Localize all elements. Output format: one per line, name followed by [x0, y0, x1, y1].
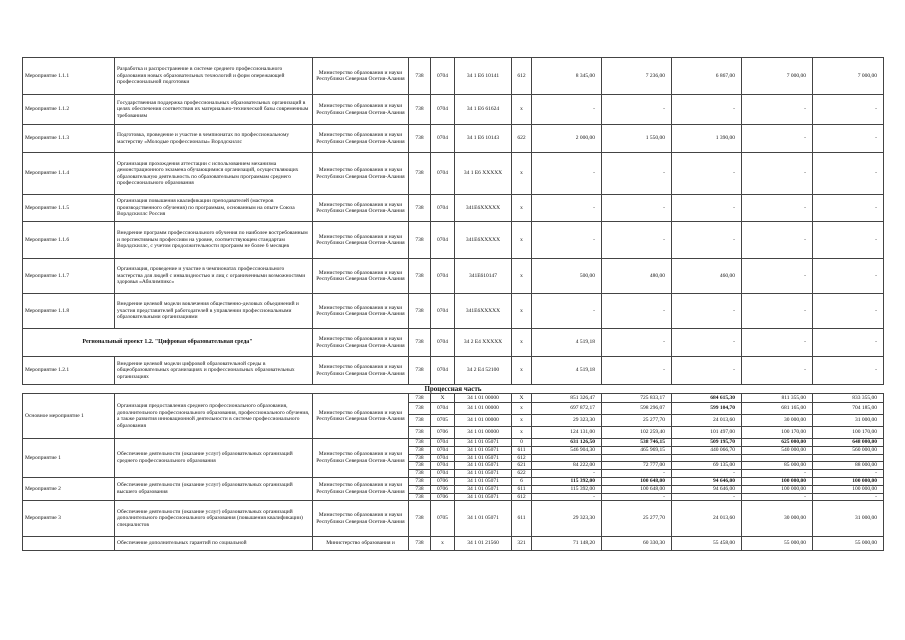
amount-v1: 697 872,17 [532, 403, 602, 415]
amount-v4: - [742, 153, 813, 195]
section-code: 0704 [431, 195, 455, 222]
amount-v1: 29 323,30 [532, 415, 602, 427]
target-article-code: 341E6XXXXX [455, 222, 512, 259]
grbs-code: 738 [409, 537, 431, 551]
amount-v5: - [813, 493, 884, 501]
amount-v3: - [672, 95, 742, 125]
responsible-org: Министерство образования и науки Республики Северная Осетия-Алания [313, 294, 409, 329]
activity-name [23, 537, 115, 551]
amount-v3: - [672, 153, 742, 195]
main-activity-description: Организация предоставления среднего профессионального образования, дополнительного профессионального образования, профессионального обучения, а также развития инновационной деятельности в системе профессионального образования [115, 394, 313, 439]
amount-v2: - [602, 195, 672, 222]
target-article-code: 34 1 E6 XXXXX [455, 153, 512, 195]
activity-name: Мероприятие 1.1.6 [23, 222, 115, 259]
activity-description: Подготовка, проведение и участие в чемпионатах по профессиональному мастерству «Молодые профессионалы» Ворлдскиллс [115, 125, 313, 153]
project-title: Региональный проект 1.2. "Цифровая образовательная среда" [23, 329, 313, 357]
activity-name: Мероприятие 1.1.7 [23, 259, 115, 294]
activity-name: Мероприятие 1.1.8 [23, 294, 115, 329]
expense-type-code: Х [512, 394, 532, 403]
amount-v3: - [672, 470, 742, 478]
amount-v2: - [602, 222, 672, 259]
grbs-code: 738 [409, 454, 431, 462]
amount-v4: - [742, 195, 813, 222]
target-article-code: 34 1 01 00000 [455, 415, 512, 427]
amount-v4 [742, 454, 813, 462]
amount-v2 [602, 454, 672, 462]
activity-description: Организация прохождения аттестации с использованием механизма демонстрационного экзамена обучающимися организаций, осуществляющих образовательную деятельность по образовательным программам среднего профессионального образования [115, 153, 313, 195]
table-row [23, 394, 884, 403]
amount-v3: - [672, 195, 742, 222]
amount-v2: 7 236,00 [602, 58, 672, 95]
expense-type-code: 622 [512, 470, 532, 478]
amount-v2: - [602, 95, 672, 125]
amount-v5 [813, 454, 884, 462]
grbs-code: 738 [409, 222, 431, 259]
responsible-org: Министерство образования и науки Республики Северная Осетия-Алания [313, 439, 409, 478]
expense-type-code: 611 [512, 485, 532, 493]
amount-v1: - [532, 95, 602, 125]
target-article-code: 34 1 01 05071 [455, 470, 512, 478]
expense-type-code: х [512, 153, 532, 195]
expense-type-code: х [512, 222, 532, 259]
amount-v3 [672, 454, 742, 462]
amount-v5: - [813, 195, 884, 222]
expense-type-code: 321 [512, 537, 532, 551]
responsible-org: Министерство образования и науки Республики Северная Осетия-Алания [313, 95, 409, 125]
target-article-code: 34 1 01 00000 [455, 427, 512, 439]
section-code: 0704 [431, 470, 455, 478]
activity-name: Мероприятие 1.1.5 [23, 195, 115, 222]
amount-v3: 599 104,70 [672, 403, 742, 415]
activity-description: Организация, проведение и участие в чемпионатах профессионального мастерства для людей с инвалидностью и лиц с ограниченными возможностями здоровья «Абилимпикс» [115, 259, 313, 294]
grbs-code: 738 [409, 357, 431, 385]
activity-description: Внедрение программ профессионального обучения по наиболее востребованным и перспективным профессиям на уровне, соответствующем стандартам Ворлдскиллс, с учетом продолжительности программ не более 6 месяцев [115, 222, 313, 259]
expense-type-code: х [512, 259, 532, 294]
responsible-org: Министерство образования и науки Республики Северная Осетия-Алания [313, 195, 409, 222]
amount-v2: 100 648,00 [602, 477, 672, 485]
section-code: 0704 [431, 329, 455, 357]
activity-name: Мероприятие 1.1.3 [23, 125, 115, 153]
activity-description: Организация повышения квалификации преподавателей (мастеров производственного обучения) по программам, основанным на опыте Союза Ворлдскиллс Россия [115, 195, 313, 222]
target-article-code: 34 1 01 00000 [455, 394, 512, 403]
responsible-org: Министерство образования и науки Республики Северная Осетия-Алания [313, 58, 409, 95]
expense-type-code: 0 [512, 439, 532, 447]
section-code: 0704 [431, 462, 455, 470]
responsible-org: Министерство образования и [313, 537, 409, 551]
responsible-org: Министерство образования и науки Республики Северная Осетия-Алания [313, 153, 409, 195]
grbs-code: 738 [409, 294, 431, 329]
target-article-code: 34 2 E4 52100 [455, 357, 512, 385]
target-article-code: 34 1 E6 10141 [455, 58, 512, 95]
amount-v5: 31 000,00 [813, 415, 884, 427]
target-article-code: 34 2 E4 XXXXX [455, 329, 512, 357]
grbs-code: 738 [409, 394, 431, 403]
amount-v2: 102 259,40 [602, 427, 672, 439]
amount-v4: 540 000,00 [742, 446, 813, 454]
grbs-code: 738 [409, 403, 431, 415]
section-row [23, 385, 884, 394]
amount-v5: - [813, 329, 884, 357]
section-title: Процессная часть [23, 385, 884, 394]
amount-v3: - [672, 294, 742, 329]
amount-v3: 684 615,30 [672, 394, 742, 403]
section-code: 0704 [431, 222, 455, 259]
amount-v3: 24 013,60 [672, 415, 742, 427]
amount-v5: - [813, 470, 884, 478]
activity-name: Мероприятие 1.1.2 [23, 95, 115, 125]
amount-v5: 55 000,00 [813, 537, 884, 551]
amount-v3: 440 066,70 [672, 446, 742, 454]
expense-type-code: 612 [512, 454, 532, 462]
amount-v2: 598 296,07 [602, 403, 672, 415]
amount-v2: - [602, 153, 672, 195]
activity-description: Разработка и распространение в системе среднего профессионального образования новых образовательных технологий и форм опережающей профессиональной подготовки [115, 58, 313, 95]
amount-v5: - [813, 95, 884, 125]
activity-description: Обеспечение деятельности (оказание услуг) образовательных организаций высшего образования [115, 477, 313, 501]
amount-v3: 6 867,00 [672, 58, 742, 95]
amount-v5: - [813, 259, 884, 294]
activity-description: Обеспечение деятельности (оказание услуг) образовательных организаций дополнительного профессионального образования (повышения квалификации) специалистов [115, 501, 313, 537]
section-code: х [431, 537, 455, 551]
activity-name: Мероприятие 1 [23, 439, 115, 478]
amount-v2: 725 833,17 [602, 394, 672, 403]
amount-v2: 1 550,00 [602, 125, 672, 153]
budget-table [22, 57, 884, 551]
expense-type-code: х [512, 357, 532, 385]
target-article-code: 34 1 01 05071 [455, 493, 512, 501]
amount-v5: 648 000,00 [813, 439, 884, 447]
expense-type-code: 621 [512, 462, 532, 470]
amount-v2: - [602, 329, 672, 357]
target-article-code: 341E6XXXXX [455, 195, 512, 222]
amount-v2: 465 969,15 [602, 446, 672, 454]
grbs-code: 738 [409, 439, 431, 447]
amount-v3: 460,00 [672, 259, 742, 294]
table-row [23, 259, 884, 294]
amount-v1: 124 131,00 [532, 427, 602, 439]
activity-description: Обеспечение дополнительных гарантий по социальной [115, 537, 313, 551]
table-row [23, 195, 884, 222]
amount-v1: - [532, 153, 602, 195]
table-row [23, 222, 884, 259]
table-row [23, 294, 884, 329]
target-article-code: 34 1 01 21560 [455, 537, 512, 551]
grbs-code: 738 [409, 195, 431, 222]
amount-v1: 115 392,00 [532, 477, 602, 485]
table-row [23, 501, 884, 537]
grbs-code: 738 [409, 125, 431, 153]
amount-v4: - [742, 95, 813, 125]
grbs-code: 738 [409, 427, 431, 439]
responsible-org: Министерство образования и науки Республики Северная Осетия-Алания [313, 501, 409, 537]
amount-v2: 480,00 [602, 259, 672, 294]
amount-v4: - [742, 493, 813, 501]
expense-type-code: 611 [512, 501, 532, 537]
amount-v5: 704 185,00 [813, 403, 884, 415]
target-article-code: 34 1 01 05071 [455, 462, 512, 470]
table-row [23, 357, 884, 385]
section-code: 0704 [431, 153, 455, 195]
activity-name: Мероприятие 1.2.1 [23, 357, 115, 385]
amount-v4: 811 355,00 [742, 394, 813, 403]
section-code: 0705 [431, 501, 455, 537]
amount-v4: 625 000,00 [742, 439, 813, 447]
activity-description: Внедрение целевой модели цифровой образовательной среды в общеобразовательных организациях и профессиональных образовательных организациях [115, 357, 313, 385]
target-article-code: 34 1 01 05071 [455, 454, 512, 462]
amount-v1: 8 345,00 [532, 58, 602, 95]
section-code: 0706 [431, 493, 455, 501]
section-code: 0704 [431, 259, 455, 294]
amount-v2: 60 330,30 [602, 537, 672, 551]
amount-v1: 115 392,00 [532, 485, 602, 493]
amount-v1: - [532, 470, 602, 478]
section-code: 0706 [431, 477, 455, 485]
project-row [23, 329, 884, 357]
activity-name: Мероприятие 2 [23, 477, 115, 501]
amount-v4: 100 000,00 [742, 485, 813, 493]
amount-v5: - [813, 153, 884, 195]
section-code: 0704 [431, 357, 455, 385]
amount-v5: - [813, 357, 884, 385]
amount-v2: 100 648,00 [602, 485, 672, 493]
section-code: 0704 [431, 58, 455, 95]
amount-v5: - [813, 294, 884, 329]
amount-v4: - [742, 259, 813, 294]
amount-v3: 1 390,00 [672, 125, 742, 153]
target-article-code: 34 1 01 00000 [455, 403, 512, 415]
amount-v3: 94 646,00 [672, 485, 742, 493]
expense-type-code: х [512, 95, 532, 125]
expense-type-code: х [512, 427, 532, 439]
target-article-code: 34 1 01 05071 [455, 477, 512, 485]
amount-v4: - [742, 357, 813, 385]
amount-v5: 560 000,00 [813, 446, 884, 454]
table-row [23, 58, 884, 95]
section-code: 0706 [431, 485, 455, 493]
expense-type-code: х [512, 329, 532, 357]
amount-v5: 100 170,00 [813, 427, 884, 439]
table-row [23, 537, 884, 551]
amount-v3: - [672, 222, 742, 259]
section-code: 0704 [431, 125, 455, 153]
expense-type-code: 611 [512, 446, 532, 454]
responsible-org: Министерство образования и науки Республики Северная Осетия-Алания [313, 222, 409, 259]
grbs-code: 738 [409, 446, 431, 454]
target-article-code: 34 1 E6 61624 [455, 95, 512, 125]
target-article-code: 34 1 E6 10143 [455, 125, 512, 153]
amount-v1: - [532, 195, 602, 222]
amount-v1: 71 148,20 [532, 537, 602, 551]
amount-v4: 30 000,00 [742, 501, 813, 537]
activity-name: Мероприятие 1.1.4 [23, 153, 115, 195]
amount-v5: 833 355,00 [813, 394, 884, 403]
amount-v3: 101 497,00 [672, 427, 742, 439]
amount-v4: 100 000,00 [742, 477, 813, 485]
amount-v1: 4 519,18 [532, 329, 602, 357]
activity-description: Государственная поддержка профессиональных образовательных организаций в целях обеспечения соответствия их материально-технической базы современным требованиям [115, 95, 313, 125]
amount-v2: 25 277,70 [602, 501, 672, 537]
amount-v2: - [602, 294, 672, 329]
amount-v4: - [742, 470, 813, 478]
expense-type-code: х [512, 403, 532, 415]
budget-table-page [22, 57, 883, 551]
grbs-code: 738 [409, 493, 431, 501]
responsible-org: Министерство образования и науки Республики Северная Осетия-Алания [313, 329, 409, 357]
amount-v1: 2 000,00 [532, 125, 602, 153]
amount-v4: - [742, 294, 813, 329]
amount-v3: - [672, 493, 742, 501]
target-article-code: 34 1 01 05071 [455, 485, 512, 493]
amount-v1: 631 126,50 [532, 439, 602, 447]
amount-v1: 851 326,47 [532, 394, 602, 403]
amount-v1: 4 519,18 [532, 357, 602, 385]
expense-type-code: х [512, 195, 532, 222]
activity-description: Внедрение целевой модели вовлечения общественно-деловых объединений и участия представителей работодателей в управлении профессиональными образовательными организациями [115, 294, 313, 329]
amount-v5: 7 000,00 [813, 58, 884, 95]
amount-v2: - [602, 357, 672, 385]
section-code: 0704 [431, 403, 455, 415]
grbs-code: 738 [409, 477, 431, 485]
amount-v1: - [532, 222, 602, 259]
amount-v5: 31 000,00 [813, 501, 884, 537]
amount-v3: 509 195,70 [672, 439, 742, 447]
grbs-code: 738 [409, 58, 431, 95]
grbs-code: 738 [409, 153, 431, 195]
grbs-code: 738 [409, 501, 431, 537]
amount-v2: 72 777,00 [602, 462, 672, 470]
activity-name: Мероприятие 3 [23, 501, 115, 537]
section-code: 0704 [431, 95, 455, 125]
amount-v5: 88 000,00 [813, 462, 884, 470]
amount-v2: - [602, 493, 672, 501]
amount-v4: - [742, 329, 813, 357]
table-row [23, 439, 884, 447]
amount-v1: 84 222,00 [532, 462, 602, 470]
table-row [23, 153, 884, 195]
responsible-org: Министерство образования и науки Республики Северная Осетия-Алания [313, 357, 409, 385]
table-row [23, 477, 884, 485]
amount-v3: 94 646,00 [672, 477, 742, 485]
expense-type-code: 622 [512, 125, 532, 153]
amount-v4: 85 000,00 [742, 462, 813, 470]
amount-v4: 7 000,00 [742, 58, 813, 95]
amount-v1: 500,00 [532, 259, 602, 294]
grbs-code: 738 [409, 462, 431, 470]
main-activity-name: Основное мероприятие 1 [23, 394, 115, 439]
grbs-code: 738 [409, 329, 431, 357]
amount-v4: 681 165,00 [742, 403, 813, 415]
amount-v2: - [602, 470, 672, 478]
expense-type-code: х [512, 294, 532, 329]
amount-v1 [532, 454, 602, 462]
responsible-org: Министерство образования и науки Республики Северная Осетия-Алания [313, 259, 409, 294]
amount-v3: 24 013,60 [672, 501, 742, 537]
section-code: 0704 [431, 294, 455, 329]
section-code: 0706 [431, 427, 455, 439]
grbs-code: 738 [409, 415, 431, 427]
target-article-code: 34 1 01 05071 [455, 439, 512, 447]
amount-v5: - [813, 125, 884, 153]
table-row [23, 95, 884, 125]
amount-v5: - [813, 222, 884, 259]
amount-v5: 100 000,00 [813, 485, 884, 493]
responsible-org: Министерство образования и науки Республики Северная Осетия-Алания [313, 477, 409, 501]
amount-v4: 30 000,00 [742, 415, 813, 427]
target-article-code: 341E6XXXXX [455, 294, 512, 329]
grbs-code: 738 [409, 470, 431, 478]
amount-v3: - [672, 329, 742, 357]
amount-v4: 100 170,00 [742, 427, 813, 439]
expense-type-code: 612 [512, 58, 532, 95]
expense-type-code: 6 [512, 477, 532, 485]
amount-v1: 546 904,30 [532, 446, 602, 454]
grbs-code: 738 [409, 485, 431, 493]
responsible-org: Министерство образования и науки Республики Северная Осетия-Алания [313, 125, 409, 153]
amount-v3: - [672, 357, 742, 385]
section-code: 0704 [431, 446, 455, 454]
expense-type-code: х [512, 415, 532, 427]
section-code: 0704 [431, 454, 455, 462]
activity-description: Обеспечение деятельности (оказание услуг) образовательных организаций среднего профессионального образования [115, 439, 313, 478]
amount-v1: - [532, 493, 602, 501]
table-row [23, 125, 884, 153]
amount-v3: 69 135,00 [672, 462, 742, 470]
grbs-code: 738 [409, 259, 431, 294]
activity-name: Мероприятие 1.1.1 [23, 58, 115, 95]
section-code: 0705 [431, 415, 455, 427]
amount-v4: 55 000,00 [742, 537, 813, 551]
responsible-org: Министерство образования и науки Республики Северная Осетия-Алания [313, 394, 409, 439]
amount-v5: 100 000,00 [813, 477, 884, 485]
amount-v1: 29 323,30 [532, 501, 602, 537]
section-code: 0704 [431, 439, 455, 447]
amount-v1: - [532, 294, 602, 329]
amount-v4: - [742, 222, 813, 259]
grbs-code: 738 [409, 95, 431, 125]
target-article-code: 341E610147 [455, 259, 512, 294]
amount-v3: 55 458,00 [672, 537, 742, 551]
target-article-code: 34 1 01 05071 [455, 446, 512, 454]
section-code: Х [431, 394, 455, 403]
amount-v2: 538 746,15 [602, 439, 672, 447]
target-article-code: 34 1 01 05071 [455, 501, 512, 537]
amount-v4: - [742, 125, 813, 153]
expense-type-code: 612 [512, 493, 532, 501]
amount-v2: 25 277,70 [602, 415, 672, 427]
